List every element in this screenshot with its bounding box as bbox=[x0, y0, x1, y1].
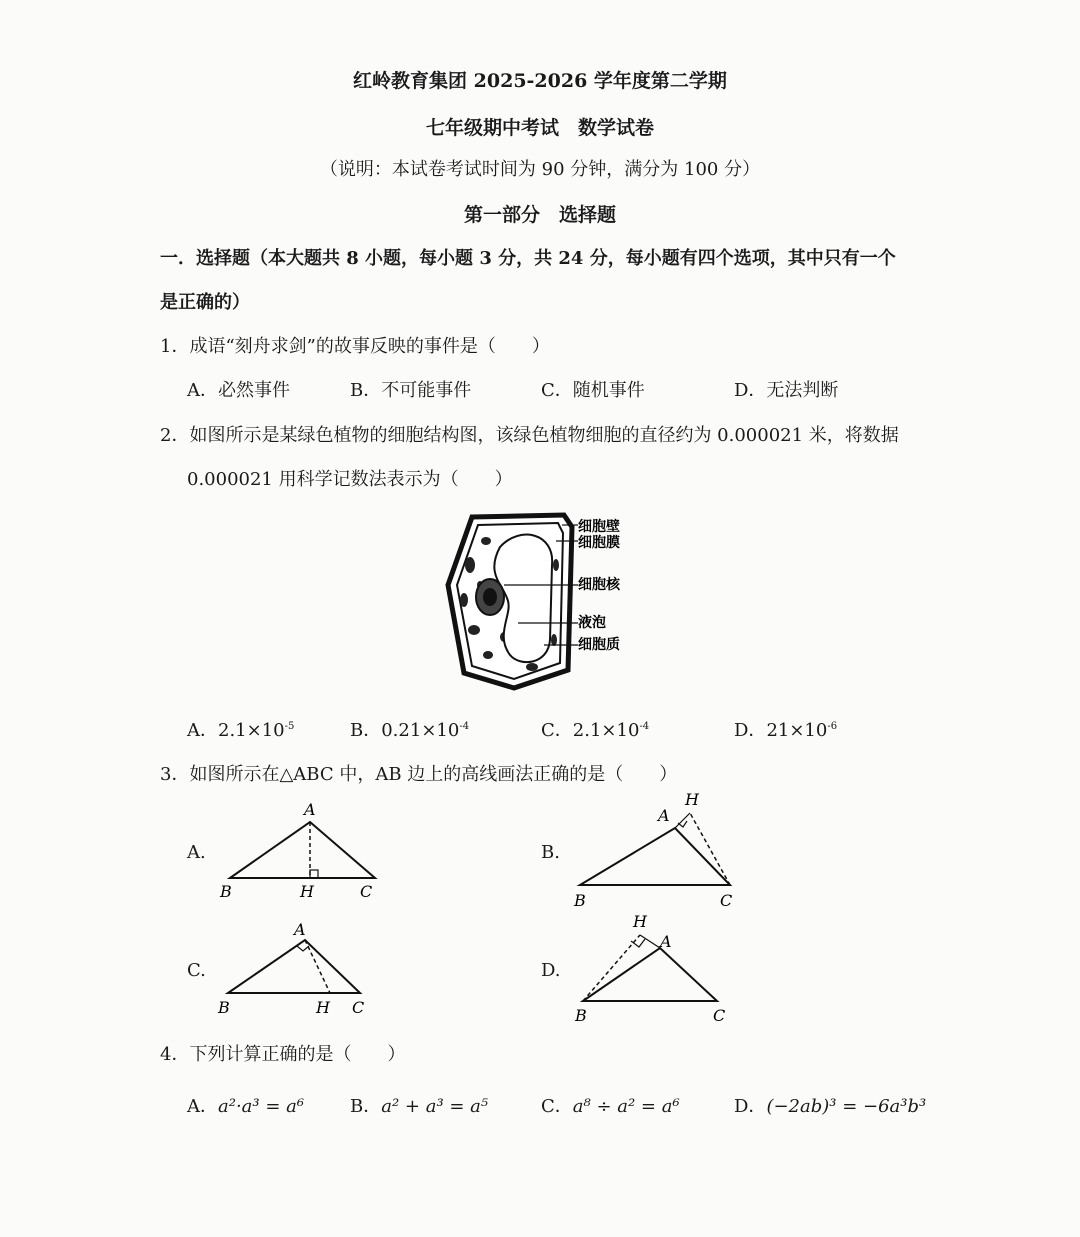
q3-option-a-letter: A. bbox=[187, 842, 206, 863]
svg-text:C: C bbox=[713, 1006, 726, 1025]
label-cytoplasm: 细胞质 bbox=[578, 637, 620, 653]
nucleus bbox=[476, 579, 504, 615]
q4-option-d: D．(−2ab)³ = −6a³b³ bbox=[734, 1096, 927, 1117]
q1-option-c: C．随机事件 bbox=[541, 380, 645, 401]
q1-option-a: A．必然事件 bbox=[187, 380, 290, 401]
q4-stem: 4．下列计算正确的是（ ） bbox=[160, 1044, 406, 1065]
q2-option-d: D．$21\times 10^{-6}$ bbox=[734, 720, 838, 741]
q3-option-b-letter: B. bbox=[541, 842, 560, 863]
svg-text:B: B bbox=[575, 1006, 587, 1025]
section-heading-line2: 是正确的） bbox=[160, 292, 250, 313]
q4-option-b: B．a² + a³ = a⁵ bbox=[350, 1096, 489, 1117]
q3-triangle-a bbox=[210, 795, 390, 905]
label-cell-membrane: 细胞膜 bbox=[578, 535, 620, 551]
svg-text:A: A bbox=[660, 932, 672, 951]
q3-triangle-d bbox=[565, 905, 755, 1030]
svg-text:H: H bbox=[316, 998, 330, 1017]
q2-option-a: A．$2.1\times 10^{-5}$ bbox=[187, 720, 295, 741]
q3-option-d-letter: D. bbox=[541, 960, 561, 981]
svg-text:A: A bbox=[294, 920, 306, 939]
q3-triangle-c bbox=[210, 915, 390, 1025]
section-heading-line1: 一．选择题（本大题共 8 小题，每小题 3 分，共 24 分，每小题有四个选项，其中只有一个 bbox=[160, 248, 896, 269]
q1-option-d: D．无法判断 bbox=[734, 380, 839, 401]
school-title: 红岭教育集团 2025-2026 学年度第二学期 bbox=[353, 70, 727, 92]
q2-stem-line1: 2．如图所示是某绿色植物的细胞结构图，该绿色植物细胞的直径约为 0.000021 米，将数据 bbox=[160, 425, 899, 446]
q2-option-c: C．$2.1\times 10^{-4}$ bbox=[541, 720, 650, 741]
label-vacuole: 液泡 bbox=[578, 615, 606, 631]
q3-option-c-letter: C. bbox=[187, 960, 206, 981]
label-nucleus: 细胞核 bbox=[578, 577, 620, 593]
plant-cell-figure bbox=[440, 505, 640, 695]
q4-option-a: A．a²·a³ = a⁶ bbox=[187, 1096, 305, 1117]
q4-option-c: C．a⁸ ÷ a² = a⁶ bbox=[541, 1096, 680, 1117]
exam-note: （说明：本试卷考试时间为 90 分钟，满分为 100 分） bbox=[319, 159, 761, 180]
svg-text:C: C bbox=[720, 891, 733, 910]
svg-text:H: H bbox=[633, 912, 647, 931]
q2-stem-line2: 0.000021 用科学记数法表示为（ ） bbox=[187, 469, 513, 490]
label-cell-wall: 细胞壁 bbox=[578, 519, 620, 535]
svg-text:C: C bbox=[360, 882, 373, 901]
svg-text:B: B bbox=[574, 891, 586, 910]
svg-text:C: C bbox=[352, 998, 365, 1017]
q2-option-b: B．$0.21\times 10^{-4}$ bbox=[350, 720, 470, 741]
q1-option-b: B．不可能事件 bbox=[350, 380, 472, 401]
q3-stem: 3．如图所示在△ABC 中，AB 边上的高线画法正确的是（ ） bbox=[160, 764, 678, 785]
svg-text:A: A bbox=[304, 800, 316, 819]
svg-text:H: H bbox=[685, 790, 699, 809]
exam-title: 七年级期中考试 数学试卷 bbox=[425, 117, 654, 139]
svg-text:B: B bbox=[218, 998, 230, 1017]
part-title: 第一部分 选择题 bbox=[463, 204, 616, 226]
q1-stem: 1．成语“刻舟求剑”的故事反映的事件是（ ） bbox=[160, 336, 550, 357]
svg-text:H: H bbox=[300, 882, 314, 901]
svg-text:B: B bbox=[220, 882, 232, 901]
q3-triangle-b bbox=[565, 785, 755, 915]
svg-text:A: A bbox=[658, 806, 670, 825]
